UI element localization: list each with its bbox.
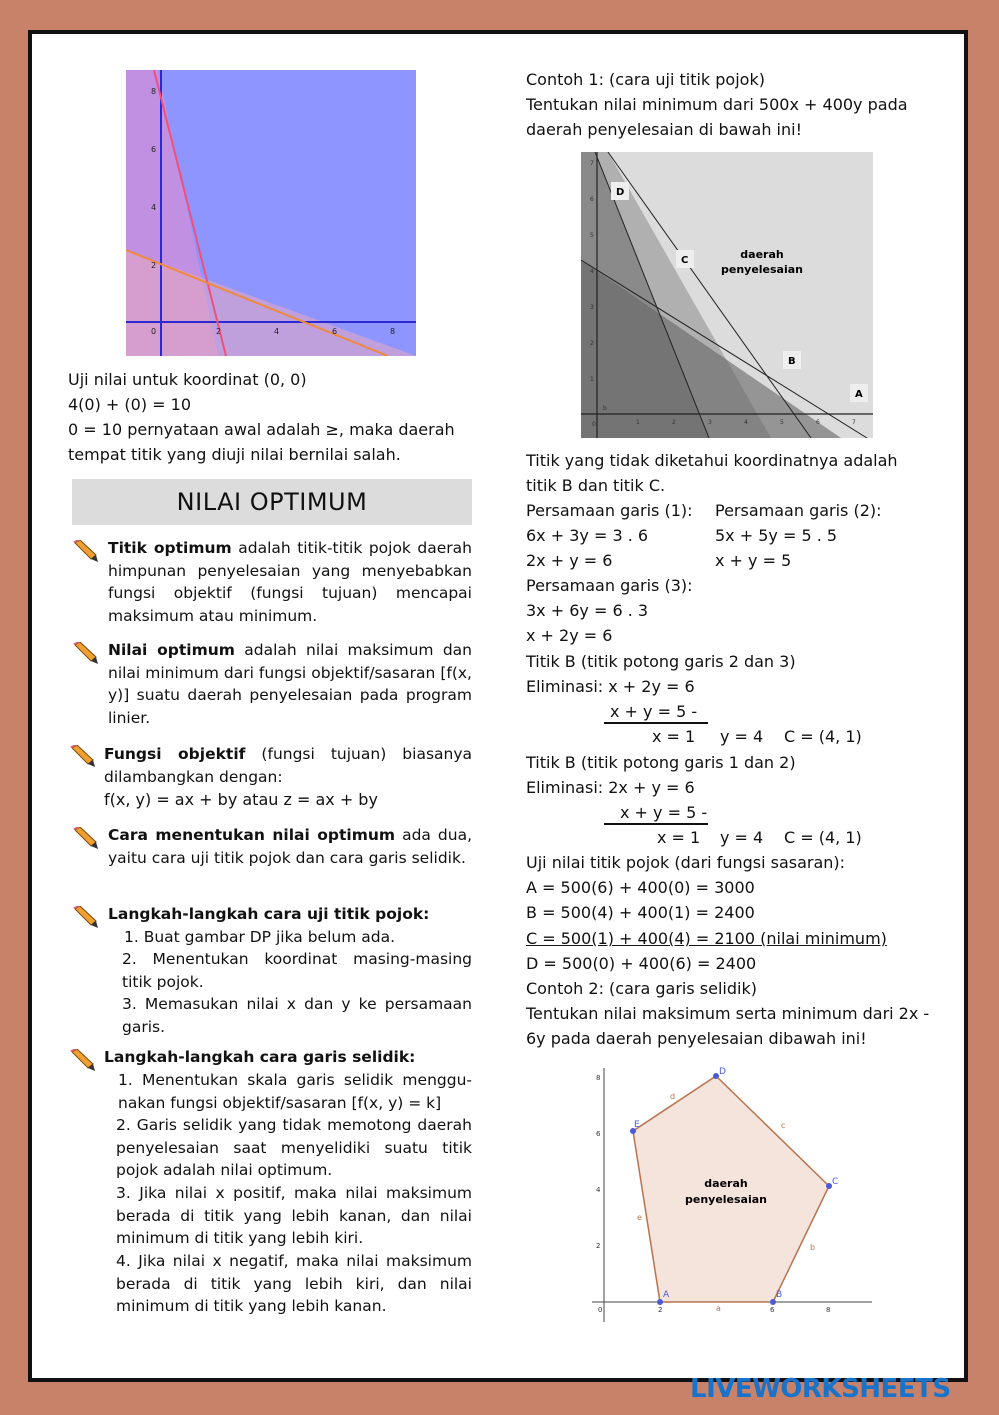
y-tick-label: 1 xyxy=(590,376,594,383)
liveworksheets-logo[interactable]: LIVEWORKSHEETS xyxy=(690,1374,951,1404)
edge-label: b xyxy=(810,1243,816,1252)
x-tick-label: 2 xyxy=(216,327,222,336)
x-tick-label: 2 xyxy=(658,1306,663,1314)
origin-label: 0 xyxy=(592,421,596,428)
point-label-d: D xyxy=(616,187,625,198)
region-label: penyelesaian xyxy=(684,1193,768,1206)
y-tick-label: 4 xyxy=(596,1186,601,1194)
intro-line: Titik yang tidak diketahui koordinatnya adalah xyxy=(526,451,898,470)
worksheet-page xyxy=(28,30,968,1382)
y-tick-label: 8 xyxy=(596,1074,601,1082)
intersection-title: Titik B (titik potong garis 2 dan 3) xyxy=(526,652,796,671)
vertex-label: C xyxy=(832,1177,839,1187)
vertex-label: B xyxy=(776,1290,783,1300)
vertex-label: E xyxy=(634,1120,640,1130)
test-value: A = 500(6) + 400(0) = 3000 xyxy=(526,878,755,897)
list-item: 1. Buat gambar DP jika belum ada. xyxy=(124,928,395,946)
list-item: 3. Memasukan nilai x dan y ke persamaan garis. xyxy=(122,995,472,1036)
list-item: 3. Jika nilai x positif, maka nilai maksimum berada di titik yang lebih kanan, dan nilai minimum di titik yang lebih kiri. xyxy=(116,1184,472,1247)
result-x: x = 1 xyxy=(652,727,696,746)
y-tick-label: 6 xyxy=(596,1130,601,1138)
x-tick-label: 8 xyxy=(390,327,396,336)
bullet-fungsi-objektif: Fungsi objektif (fungsi tujuan) biasanya dilambangkan dengan: xyxy=(104,745,473,786)
example1-question: Tentukan nilai minimum dari 500x + 400y pada xyxy=(526,95,908,114)
point-label-a: A xyxy=(855,389,863,400)
vertex-label: A xyxy=(663,1290,670,1300)
test-value-minimum: C = 500(1) + 400(4) = 2100 (nilai minimum) xyxy=(526,929,887,948)
elimination-line: Eliminasi: 2x + y = 6 xyxy=(526,778,695,797)
elimination-line: Eliminasi: x + 2y = 6 xyxy=(526,677,695,696)
result-x: x = 1 xyxy=(657,828,701,847)
section-heading: NILAI OPTIMUM xyxy=(72,479,472,525)
x-tick-label: 7 xyxy=(852,419,856,426)
pencil-icon xyxy=(72,827,98,849)
y-tick-label: 3 xyxy=(590,304,594,311)
example2-question: Tentukan nilai maksimum serta minimum dari 2x - xyxy=(526,1004,930,1023)
pencil-icon xyxy=(72,642,98,664)
pencil-icon xyxy=(69,745,95,767)
edge-label: d xyxy=(670,1092,676,1101)
test-line: tempat titik yang diuji nilai bernilai salah. xyxy=(68,445,401,464)
list-item: 1. Menentukan skala garis selidik menggu-nakan fungsi objektif/sasaran [f(x, y) = k] xyxy=(118,1071,472,1112)
inequality-graph xyxy=(126,70,416,356)
test-value: D = 500(0) + 400(6) = 2400 xyxy=(526,954,757,973)
eq1-line: 6x + 3y = 3 . 6 xyxy=(526,526,649,545)
x-tick-label: 6 xyxy=(770,1306,775,1314)
bullet-cara-menentukan: Cara menentukan nilai optimum ada dua, yaitu cara uji titik pojok dan cara garis selidik. xyxy=(108,826,472,867)
example1-title: Contoh 1: (cara uji titik pojok) xyxy=(526,70,765,89)
elimination-subtract: x + y = 5 - xyxy=(610,702,698,721)
pencil-icon xyxy=(72,906,98,928)
test-line: 0 = 10 pernyataan awal adalah ≥, maka daerah xyxy=(68,420,455,439)
polygon-graph xyxy=(572,1064,882,1330)
x-tick-label: 0 xyxy=(598,1306,603,1314)
pencil-icon xyxy=(69,1049,95,1071)
x-tick-label: 3 xyxy=(708,419,712,426)
vertex-label: D xyxy=(719,1067,726,1077)
example1-question: daerah penyelesaian di bawah ini! xyxy=(526,120,802,139)
x-tick-label: 5 xyxy=(780,419,784,426)
result-point: C = (4, 1) xyxy=(784,828,862,847)
eq2-line: 5x + 5y = 5 . 5 xyxy=(715,526,838,545)
region-label: daerah xyxy=(704,1177,748,1190)
y-tick-label: 4 xyxy=(151,203,157,212)
eq1-line: 2x + y = 6 xyxy=(526,551,613,570)
y-tick-label: 2 xyxy=(151,261,157,270)
y-tick-label: 8 xyxy=(151,87,157,96)
x-tick-label: 4 xyxy=(274,327,280,336)
eq2-title: Persamaan garis (2): xyxy=(715,501,882,520)
eq3-line: 3x + 6y = 6 . 3 xyxy=(526,601,649,620)
y-tick-label: 6 xyxy=(590,196,594,203)
elimination-subtract: x + y = 5 - xyxy=(620,803,708,822)
edge-label: c xyxy=(781,1121,786,1130)
intro-line: titik B dan titik C. xyxy=(526,476,666,495)
eq3-line: x + 2y = 6 xyxy=(526,626,613,645)
x-tick-label: 8 xyxy=(826,1306,831,1314)
y-tick-label: 4 xyxy=(590,268,594,275)
point-label-b: B xyxy=(788,356,796,367)
example2-title: Contoh 2: (cara garis selidik) xyxy=(526,979,757,998)
test-title: Uji nilai titik pojok (dari fungsi sasaran): xyxy=(526,853,846,872)
eq2-line: x + y = 5 xyxy=(715,551,792,570)
bullet-garis-selidik-title: Langkah-langkah cara garis selidik: xyxy=(104,1048,416,1066)
bullet-titik-optimum: Titik optimum adalah titik-titik pojok daerah himpunan penyelesaian yang menyebabkan fungsi objektif (fungsi tujuan) mencapai maksimum atau minimum. xyxy=(108,539,472,625)
point-label-c: C xyxy=(681,255,689,266)
bullet-nilai-optimum: Nilai optimum adalah nilai maksimum dan nilai minimum dari fungsi objektif/sasaran [f(x, y)] suatu daerah penyelesaian pada program linier. xyxy=(108,641,472,727)
y-tick-label: 2 xyxy=(590,340,594,347)
region-label: daerah xyxy=(740,248,784,261)
edge-label: a xyxy=(716,1304,721,1313)
region-label: penyelesaian xyxy=(720,263,804,276)
list-item: 4. Jika nilai x negatif, maka nilai maksimum berada di titik yang lebih kiri, dan nilai minimum di titik yang lebih kanan. xyxy=(116,1252,472,1315)
y-tick-label: 5 xyxy=(590,232,594,239)
x-tick-label: 4 xyxy=(744,419,748,426)
x-tick-label: 6 xyxy=(332,327,338,336)
corner-point-graph xyxy=(581,152,873,438)
result-point: C = (4, 1) xyxy=(784,727,862,746)
y-tick-label: 7 xyxy=(590,160,594,167)
list-item: 2. Garis selidik yang tidak memotong daerah penyelesaian saat menyelidiki suatu titik pojok adalah nilai optimum. xyxy=(116,1116,472,1179)
result-y: y = 4 xyxy=(720,727,764,746)
example2-question: 6y pada daerah penyelesaian dibawah ini! xyxy=(526,1029,867,1048)
x-tick-label: 2 xyxy=(672,419,676,426)
x-tick-label: 0 xyxy=(151,327,157,336)
x-tick-label: 6 xyxy=(816,419,820,426)
test-line: Uji nilai untuk koordinat (0, 0) xyxy=(68,370,307,389)
y-tick-label: 2 xyxy=(596,1242,601,1250)
edge-label: e xyxy=(637,1213,642,1222)
x-tick-label: 1 xyxy=(636,419,640,426)
pencil-icon xyxy=(72,540,98,562)
eq3-title: Persamaan garis (3): xyxy=(526,576,693,595)
result-y: y = 4 xyxy=(720,828,764,847)
test-value: B = 500(4) + 400(1) = 2400 xyxy=(526,903,755,922)
eq1-title: Persamaan garis (1): xyxy=(526,501,693,520)
y-tick-label: 6 xyxy=(151,145,157,154)
objective-formula: f(x, y) = ax + by atau z = ax + by xyxy=(104,790,378,809)
intersection-title: Titik B (titik potong garis 1 dan 2) xyxy=(526,753,796,772)
test-line: 4(0) + (0) = 10 xyxy=(68,395,192,414)
bullet-uji-titik-pojok-title: Langkah-langkah cara uji titik pojok: xyxy=(108,905,430,923)
b-label: b xyxy=(603,405,607,412)
list-item: 2. Menentukan koordinat masing-masing titik pojok. xyxy=(122,950,472,991)
